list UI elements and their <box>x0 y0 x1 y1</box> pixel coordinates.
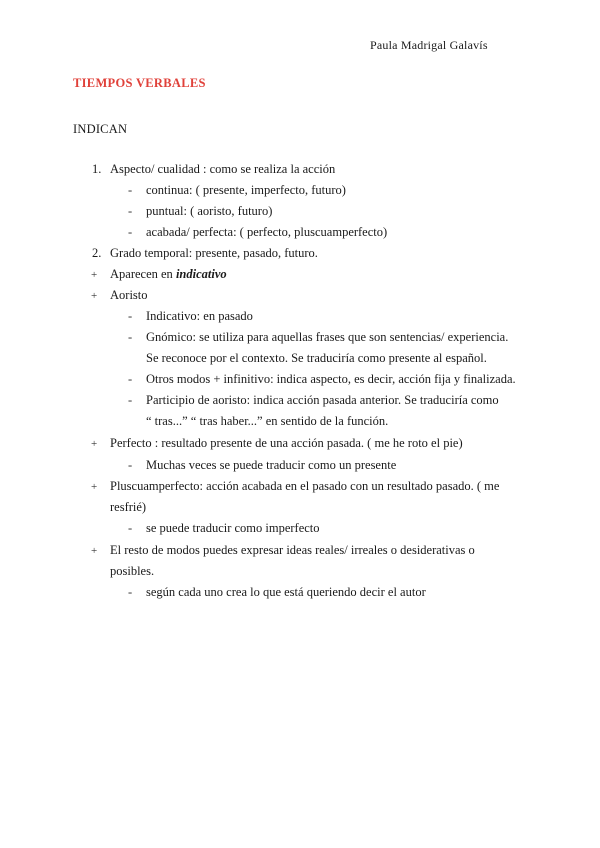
dash-bullet: - <box>128 204 133 218</box>
sub-item-text: Indicativo: en pasado <box>146 309 253 323</box>
sub-item-text: acabada/ perfecta: ( perfecto, pluscuamperfecto) <box>146 225 388 239</box>
sub-item-text: Gnómico: se utiliza para aquellas frases que son sentencias/ experiencia. <box>146 330 509 344</box>
dash-bullet: - <box>128 521 133 535</box>
list-item-text: Perfecto : resultado presente de una acción pasada. ( me he roto el pie) <box>110 436 463 450</box>
emphasis-text: indicativo <box>175 267 227 281</box>
list-item-text: Aspecto/ cualidad : como se realiza la acción <box>110 162 336 176</box>
dash-bullet: - <box>128 585 133 599</box>
sub-item-text: continua: ( presente, imperfecto, futuro) <box>146 183 346 197</box>
sub-item-text: Muchas veces se puede traducir como un presente <box>146 458 397 472</box>
plus-bullet: + <box>91 481 98 493</box>
list-item-text: Aparecen en indicativo <box>110 267 227 281</box>
list-item-text: Aoristo <box>110 288 148 302</box>
sub-item-text: Participio de aoristo: indica acción pasada anterior. Se traduciría como <box>146 393 499 407</box>
sub-item-text: puntual: ( aoristo, futuro) <box>146 204 273 218</box>
dash-bullet: - <box>128 330 133 344</box>
author-name: Paula Madrigal Galavís <box>370 38 488 52</box>
section-heading: INDICAN <box>73 122 128 136</box>
dash-bullet: - <box>128 458 133 472</box>
dash-bullet: - <box>128 309 133 323</box>
sub-item-text: Otros modos + infinitivo: indica aspecto, es decir, acción fija y finalizada. <box>146 372 516 386</box>
list-number: 1. <box>92 162 102 176</box>
sub-item-text: según cada uno crea lo que está queriendo decir el autor <box>146 585 426 599</box>
plus-bullet: + <box>91 438 98 450</box>
dash-bullet: - <box>128 183 133 197</box>
list-item-text: Grado temporal: presente, pasado, futuro. <box>110 246 318 260</box>
plus-bullet: + <box>91 290 98 302</box>
dash-bullet: - <box>128 225 133 239</box>
sub-item-text-continued: “ tras...” “ tras haber...” en sentido de la función. <box>146 414 389 428</box>
plus-bullet: + <box>91 545 98 557</box>
plus-bullet: + <box>91 269 98 281</box>
sub-item-text: se puede traducir como imperfecto <box>146 521 320 535</box>
list-item-text-continued: posibles. <box>110 564 155 578</box>
list-number: 2. <box>92 246 102 260</box>
sub-item-text-continued: Se reconoce por el contexto. Se traduciría como presente al español. <box>146 351 487 365</box>
list-item-text-continued: resfrié) <box>110 500 147 514</box>
dash-bullet: - <box>128 372 133 386</box>
dash-bullet: - <box>128 393 133 407</box>
list-item-text: El resto de modos puedes expresar ideas reales/ irreales o desiderativas o <box>110 543 475 557</box>
list-item-text: Pluscuamperfecto: acción acabada en el pasado con un resultado pasado. ( me <box>110 479 500 493</box>
document-title: TIEMPOS VERBALES <box>73 76 206 90</box>
